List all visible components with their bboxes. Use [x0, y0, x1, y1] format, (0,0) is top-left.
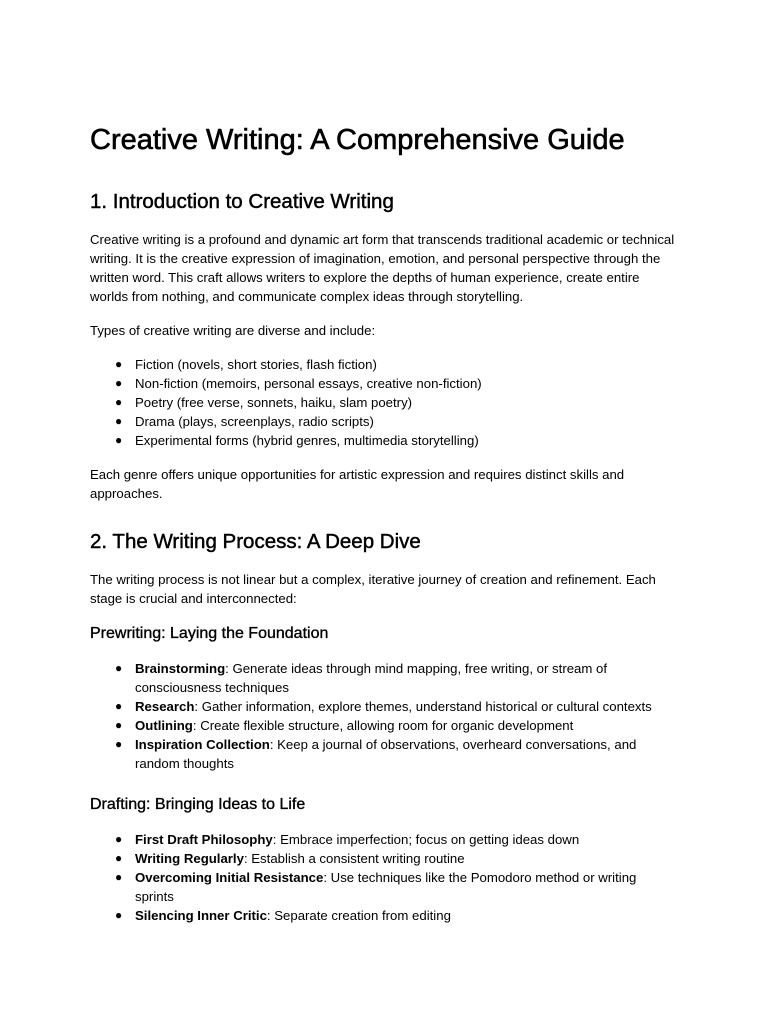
list-item-term: Inspiration Collection	[135, 737, 270, 752]
list-item	[90, 393, 678, 412]
list-item	[90, 735, 678, 773]
list-item	[90, 659, 678, 697]
list-item-text: : Generate ideas through mind mapping, free writing, or stream of consciousness techniques	[135, 661, 608, 695]
bullet-icon: ●	[115, 851, 123, 865]
writing-types-list	[90, 355, 678, 450]
list-item-text: Fiction (novels, short stories, flash fiction)	[135, 357, 377, 372]
list-item-text: : Keep a journal of observations, overheard conversations, and random thoughts	[135, 737, 637, 771]
intro-paragraph: Creative writing is a profound and dynamic art form that transcends traditional academic or technical writing. It is the creative expression of imagination, emotion, and personal perspective through the written word. This craft allows writers to explore the depths of human experience, create entire worlds from nothing, and communicate complex ideas through storytelling.	[90, 232, 675, 304]
drafting-list	[90, 830, 678, 925]
bullet-icon: ●	[115, 376, 123, 390]
section-heading-introduction: 1. Introduction to Creative Writing	[90, 190, 394, 213]
subheading-prewriting: Prewriting: Laying the Foundation	[90, 625, 329, 642]
bullet-icon: ●	[115, 414, 123, 428]
list-item	[90, 431, 678, 450]
list-item-text: Non-fiction (memoirs, personal essays, creative non-fiction)	[135, 376, 482, 391]
list-item	[90, 355, 678, 374]
document-title: Creative Writing: A Comprehensive Guide	[90, 124, 625, 156]
list-item-text: : Create flexible structure, allowing room for organic development	[192, 718, 574, 733]
list-item	[90, 830, 678, 849]
list-item-text: : Separate creation from editing	[266, 908, 451, 923]
list-item-term: Writing Regularly	[135, 851, 244, 866]
list-item-term: Outlining	[135, 718, 193, 733]
list-item-term: Silencing Inner Critic	[135, 908, 267, 923]
list-item	[90, 868, 678, 906]
types-intro-paragraph: Types of creative writing are diverse and include:	[90, 323, 376, 338]
list-item-term: First Draft Philosophy	[135, 832, 273, 847]
list-item-term: Overcoming Initial Resistance	[135, 870, 324, 885]
list-item-text: : Use techniques like the Pomodoro method or writing sprints	[135, 870, 637, 904]
list-item	[90, 716, 678, 735]
process-intro-paragraph: The writing process is not linear but a complex, iterative journey of creation and refinement. Each stage is crucial and interconnected:	[90, 572, 656, 606]
bullet-icon: ●	[115, 870, 123, 884]
bullet-icon: ●	[115, 718, 123, 732]
list-item-text: Experimental forms (hybrid genres, multimedia storytelling)	[135, 433, 479, 448]
list-item	[90, 697, 678, 716]
bullet-icon: ●	[115, 908, 123, 922]
bullet-icon: ●	[115, 433, 123, 447]
list-item-term: Brainstorming	[135, 661, 226, 676]
list-item	[90, 906, 678, 925]
list-item-text: : Establish a consistent writing routine	[243, 851, 465, 866]
prewriting-list	[90, 659, 678, 773]
list-item-text: : Gather information, explore themes, understand historical or cultural contexts	[194, 699, 652, 714]
bullet-icon: ●	[115, 737, 123, 751]
list-item	[90, 849, 678, 868]
bullet-icon: ●	[115, 395, 123, 409]
list-item-term: Research	[135, 699, 195, 714]
bullet-icon: ●	[115, 699, 123, 713]
bullet-icon: ●	[115, 832, 123, 846]
section-heading-writing-process: 2. The Writing Process: A Deep Dive	[90, 530, 421, 553]
list-item-text: : Embrace imperfection; focus on getting ideas down	[272, 832, 580, 847]
list-item-text: Drama (plays, screenplays, radio scripts)	[135, 414, 374, 429]
list-item	[90, 412, 678, 431]
genre-paragraph: Each genre offers unique opportunities for artistic expression and requires distinct skills and approaches.	[90, 467, 625, 501]
bullet-icon: ●	[115, 661, 123, 675]
list-item-text: Poetry (free verse, sonnets, haiku, slam poetry)	[135, 395, 413, 410]
bullet-icon: ●	[115, 357, 123, 371]
subheading-drafting: Drafting: Bringing Ideas to Life	[90, 796, 306, 813]
list-item	[90, 374, 678, 393]
